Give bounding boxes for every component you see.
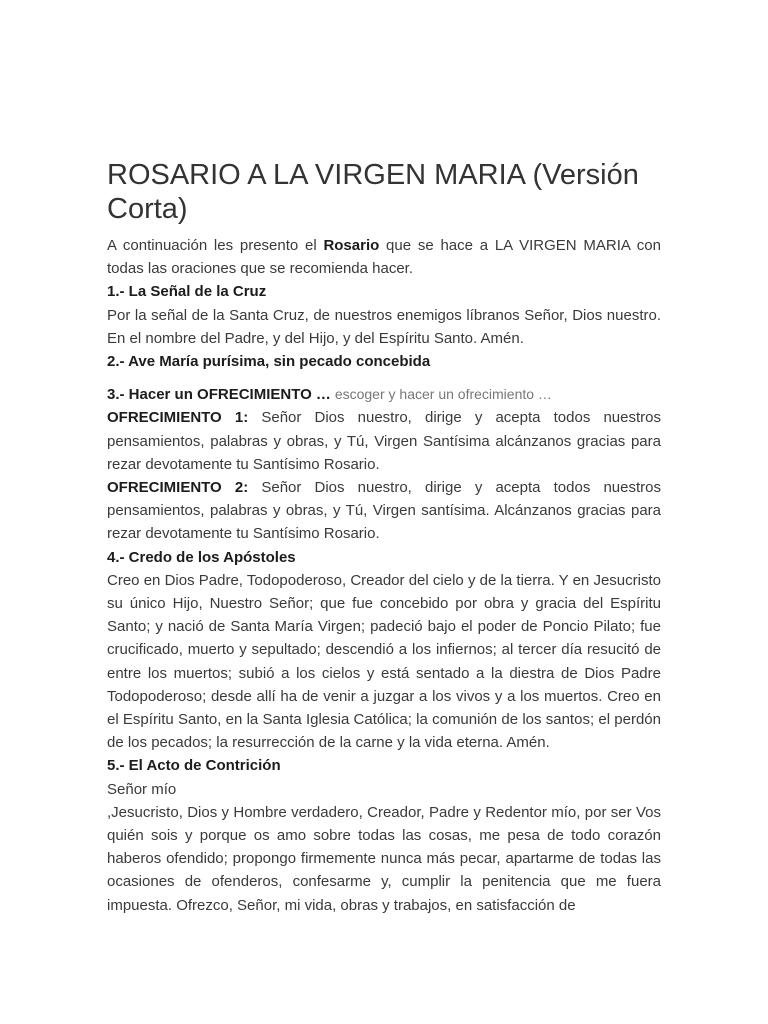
section-5-heading: 5.- El Acto de Contrición: [107, 757, 281, 775]
document-page: [107, 158, 661, 917]
section-5-text: ,Jesucristo, Dios y Hombre verdadero, Creador, Padre y Redentor mío, por ser Vos quién sois y porque os amo sobre todas las cosas, me pesa de todo corazón haberos ofendido; propongo firmemente nunca más pecar, apartarme de todas las ocasiones de ofenderos, confesarme y, cumplir la penitencia que me fuera impuesta. Ofrezco, Señor, mi vida, obras y trabajos, en satisfacción de: [107, 803, 661, 914]
document-title: ROSARIO A LA VIRGEN MARIA (Versión Corta): [107, 159, 639, 225]
intro-paragraph: [107, 234, 661, 280]
section-4-heading: 4.- Credo de los Apóstoles: [107, 548, 296, 566]
section-3-heading: 3.- Hacer un OFRECIMIENTO …: [107, 386, 331, 404]
offer-1-text: Señor Dios nuestro, dirige y acepta todos nuestros pensamientos, palabras y obras, y Tú, Virgen Santísima alcánzanos gracias para rezar devotamente tu Santísimo Rosario.: [107, 409, 661, 473]
section-3-note: escoger y hacer un ofrecimiento …: [330, 386, 552, 403]
intro-text-after: que se hace a LA VIRGEN MARIA con todas las oraciones que se recomienda hacer.: [107, 237, 661, 278]
offer-1-label: OFRECIMIENTO 1:: [107, 409, 249, 427]
section-2-heading: 2.- Ave María purísima, sin pecado concebida: [107, 353, 431, 371]
section-3-heading-line: [107, 383, 661, 406]
section-5-line-1: Señor mío: [107, 780, 177, 798]
intro-text-before: A continuación les presento el: [107, 237, 324, 254]
section-1-heading: 1.- La Señal de la Cruz: [107, 283, 267, 301]
offer-2-paragraph: [107, 476, 661, 546]
intro-bold-rosario: Rosario: [323, 237, 380, 254]
section-4-text: Creo en Dios Padre, Todopoderoso, Creador del cielo y de la tierra. Y en Jesucristo su único Hijo, Nuestro Señor; que fue concebido por obra y gracia del Espíritu Santo; y nació de Santa María Virgen; padeció bajo el poder de Poncio Pilato; fue crucificado, muerto y sepultado; descendió a los infiernos; al tercer día resucitó de entre los muertos; subió a los cielos y está sentado a la diestra de Dios Padre Todopoderoso; desde allí ha de venir a juzgar a los vivos y a los muertos. Creo en el Espíritu Santo, en la Santa Iglesia Católica; la comunión de los santos; el perdón de los pecados; la resurrección de la carne y la vida eterna. Amén.: [107, 571, 661, 752]
offer-1-paragraph: [107, 406, 661, 476]
offer-2-text: Señor Dios nuestro, dirige y acepta todos nuestros pensamientos, palabras y obras, y Tú, Virgen santísima. Alcánzanos gracias para rezar devotamente tu Santísimo Rosario.: [107, 479, 661, 543]
offer-2-label: OFRECIMIENTO 2:: [107, 479, 249, 497]
section-1-text: Por la señal de la Santa Cruz, de nuestros enemigos líbranos Señor, Dios nuestro. En el nombre del Padre, y del Hijo, y del Espíritu Santo. Amén.: [107, 306, 661, 347]
